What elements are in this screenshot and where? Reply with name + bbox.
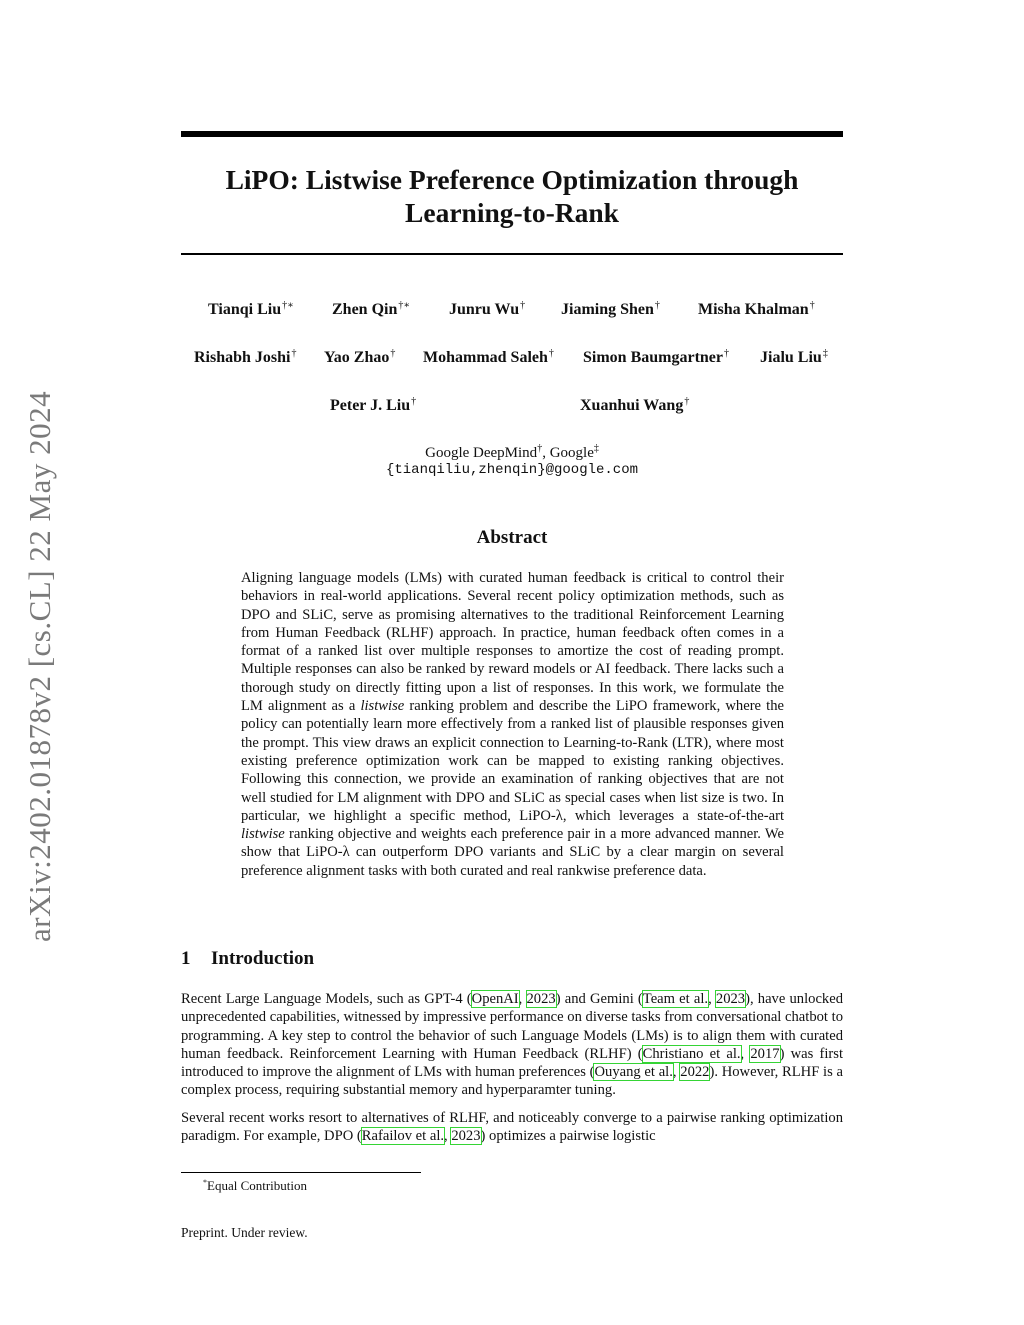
title-line-1: LiPO: Listwise Preference Optimization through <box>225 164 799 195</box>
section-heading: 1 Introduction <box>181 948 315 969</box>
author: Jialu Liu‡ <box>760 348 828 366</box>
author: Xuanhui Wang† <box>580 396 690 414</box>
citation-link[interactable]: 2022 <box>680 1064 710 1081</box>
citation-link[interactable]: 2017 <box>750 1045 780 1062</box>
paragraph: Several recent works resort to alternatives of RLHF, and noticeably converge to a pairwise ranking optimization paradigm. For example, DPO (Rafailov et al., 2023) optimizes a pairwise logistic <box>181 1109 843 1145</box>
citation-link[interactable]: 2023 <box>526 991 556 1007</box>
arxiv-identifier: arXiv:2402.01878v2 [cs.CL] 22 May 2024 <box>22 390 57 942</box>
footer-note: Preprint. Under review. <box>181 1225 308 1240</box>
contact-email[interactable]: {tianqiliu,zhenqin}@google.com <box>385 462 639 478</box>
title-bottom-rule <box>181 253 843 255</box>
citation-link[interactable]: Christiano et al. <box>642 1045 741 1062</box>
footnote: *Equal Contribution <box>203 1178 308 1193</box>
citation-link[interactable]: 2023 <box>451 1128 481 1145</box>
author: Junru Wu† <box>449 300 526 318</box>
citation-link[interactable]: Team et al. <box>642 991 709 1007</box>
author: Zhen Qin†∗ <box>332 300 411 318</box>
author: Jiaming Shen† <box>561 300 660 318</box>
title-top-rule <box>181 131 843 137</box>
author: Tianqi Liu†∗ <box>208 300 294 318</box>
author: Peter J. Liu† <box>330 396 417 414</box>
affiliation: Google DeepMind†, Google‡ <box>425 443 599 461</box>
author: Mohammad Saleh† <box>423 348 554 366</box>
citation-link[interactable]: Rafailov et al. <box>361 1128 445 1145</box>
citation-link[interactable]: Ouyang et al. <box>594 1064 673 1081</box>
paper-title <box>181 163 843 229</box>
author: Simon Baumgartner† <box>583 348 729 366</box>
title-line-2: Learning-to-Rank <box>405 197 619 228</box>
author: Rishabh Joshi† <box>194 348 297 366</box>
abstract-heading: Abstract <box>476 527 548 548</box>
citation-link[interactable]: OpenAI <box>471 991 519 1007</box>
citation-link[interactable]: 2023 <box>715 991 746 1007</box>
introduction-body <box>181 990 843 1145</box>
author: Misha Khalman† <box>698 300 815 318</box>
author: Yao Zhao† <box>324 348 396 366</box>
paragraph: Recent Large Language Models, such as GPT-4 (OpenAI, 2023) and Gemini (Team et al., 2023), have unlocked unprecedented capabilities, witnessed by impressive performance on diverse tasks from conversational chatbot to programming. A key step to control the behavior of such Language Models (LMs) is to align them with curated human feedback. Reinforcement Learning with Human Feedback (RLHF) (Christiano et al., 2017) was first introduced to improve the alignment of LMs with human preferences (Ouyang et al., 2022). However, RLHF is a complex process, requiring substantial memory and hyperparamter tuning. <box>181 991 844 1099</box>
abstract-body: Aligning language models (LMs) with curated human feedback is critical to control their behaviors in real-world applications. Several recent policy optimization methods, such as DPO and SLiC, serve as promising alternatives to the traditional Reinforcement Learning from Human Feedback (RLHF) approach. In practice, human feedback often comes in a format of a ranked list over multiple responses to amortize the cost of reading prompt. Multiple responses can also be ranked by reward models or AI feedback. There lacks such a thorough study on directly fitting upon a list of responses. In this work, we formulate the LM alignment as a listwise ranking problem and describe the LiPO framework, where the policy can potentially learn more effectively from a ranked list of plausible responses given the prompt. This view draws an explicit connection to Learning-to-Rank (LTR), where most existing preference optimization work can be mapped to existing ranking objectives. Following this connection, we provide an examination of ranking objectives that are not well studied for LM alignment with DPO and SLiC as special cases when list size is two. In particular, we highlight a specific method, LiPO-λ, which leverages a state-of-the-art listwise ranking objective and weights each preference pair in a more advanced manner. We show that LiPO-λ can outperform DPO variants and SLiC by a clear margin on several preference alignment tasks with both curated and real rankwise preference data. <box>241 570 785 879</box>
footnote-rule <box>181 1172 421 1173</box>
